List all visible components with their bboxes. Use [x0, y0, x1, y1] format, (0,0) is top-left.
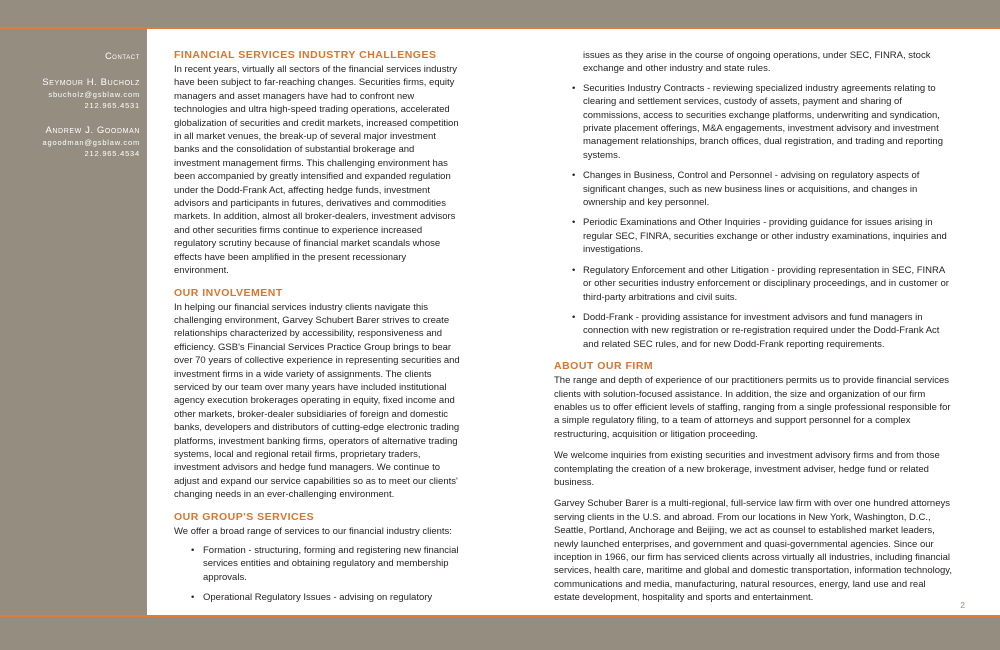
service-item: • Regulatory Enforcement and other Litigation - providing representation in SEC, FINRA or other securities industry enforcement or disciplinary proceedings, and in customer or third-party arbitrations and civil suits.: [554, 264, 952, 304]
about-heading: ABOUT OUR FIRM: [554, 360, 654, 373]
contact-email[interactable]: sbucholz@gsblaw.com: [48, 90, 140, 99]
involvement-heading: OUR INVOLVEMENT: [174, 286, 283, 299]
service-item: • Formation - structuring, forming and registering new financial services entities and obtaining regulatory and membership approvals.: [174, 544, 460, 584]
about-paragraph: We welcome inquiries from existing securities and investment advisory firms and from those contemplating the creation of a new brokerage, investment adviser, hedge fund or related business.: [554, 450, 940, 488]
right-column: [554, 49, 952, 605]
service-item: • Dodd-Frank - providing assistance for investment advisors and fund managers in connection with new registration or re-registration required under the Dodd-Frank Act and related SEC rules, and for new Dodd-Frank reporting requirements.: [554, 311, 952, 351]
contact-phone: 212.965.4531: [84, 101, 140, 110]
contact-phone: 212.965.4534: [84, 149, 140, 158]
page-number: 2: [960, 600, 965, 610]
about-paragraph: The range and depth of experience of our practitioners permits us to provide financial services clients with solution-focused assistance. In addition, the size and organization of our firm enables us to offer efficient levels of staffing, ranging from a single professional responsible for a simple regulatory filing, to a team of attorneys and support personnel for a complex restructuring, acquisition or litigation proceeding.: [554, 375, 951, 440]
contact-heading: Contact: [105, 51, 140, 61]
services-list-continued: [554, 82, 952, 351]
bottom-band: [0, 617, 1000, 650]
service-item: • Periodic Examinations and Other Inquiries - providing guidance for issues arising in regular SEC, FINRA, securities exchange or other industry examinations, inquiries and investigations.: [554, 216, 952, 256]
document-page: [147, 29, 1000, 615]
contact-sidebar: [0, 29, 147, 615]
contact-card: [0, 124, 140, 159]
services-intro: We offer a broad range of services to our financial industry clients:: [174, 525, 452, 537]
about-paragraph: Garvey Schuber Barer is a multi-regional, full-service law firm with over one hundred attorneys serving clients in the U.S. and abroad. From our locations in New York, Washington, D.C., Seattle, Portland, Anchorage and Beijing, we act as counsel to established market leaders, newly launched enterprises, and government and quasi-governmental agencies. Since our inception in 1966, our firm has serviced clients across virtually all industries, including financial services, health care, maritime and global and domestic transportation, information technology, communications and media, manufacturing, natural resources, energy, land use and real estate development, hospitality and sports and entertainment.: [554, 498, 952, 604]
service-item-continued: issues as they arise in the course of ongoing operations, under SEC, FINRA, stock exchange and other industry and state rules.: [583, 50, 931, 75]
top-band: [0, 0, 1000, 27]
services-heading: OUR GROUP'S SERVICES: [174, 510, 315, 523]
contact-card: [0, 76, 140, 111]
service-item: • Changes in Business, Control and Personnel - advising on regulatory aspects of significant changes, such as new business lines or acquisitions, and changes in ownership and key personnel.: [554, 169, 952, 209]
involvement-paragraph: In helping our financial services industry clients navigate this challenging environment, Garvey Schubert Barer strives to create relationships characterized by accessibility, responsiveness and efficiency. GSB's Financial Services Practice Group brings to bear over 70 years of collective experience in representing securities and investment firms in a wide variety of assignments. The clients serviced by our team over many years have included institutional agency execution brokerages operating in equity, fixed income and other markets, broker-dealer subsidiaries of foreign and domestic banks, developers and distributors of cutting-edge electronic trading platforms, investment banking firms, operators of alternative trading systems, local and regional retail firms, proprietary traders, investment advisors and hedge fund managers. We continue to adjust and expand our service capabilities so as to meet our clients' changing needs in an ever-challenging environment.: [174, 301, 460, 501]
services-list: [174, 544, 460, 605]
contact-name: Seymour H. Bucholz: [42, 77, 140, 88]
challenges-heading: FINANCIAL SERVICES INDUSTRY CHALLENGES: [174, 49, 437, 61]
service-item: • Securities Industry Contracts - reviewing specialized industry agreements relating to clearing and settlement services, custody of assets, payment and sharing of commissions, access to securities exchange platforms, underwriting and syndication, private placement offerings, M&A engagements, investment advisory and investment management relationships, branch offices, dual registration, and trading and reporting systems.: [554, 82, 952, 162]
left-column: [174, 49, 460, 612]
challenges-paragraph: In recent years, virtually all sectors of the financial services industry have been subject to far-reaching changes. Securities firms, equity managers and asset managers have had to confront new technologies and ultra high-speed trading operations, accelerated globalization of securities and credit markets, increased competition in all market venues, the break-up of several major investment banks and the consolidation of substantial brokerage and investment management firms. This challenging environment has been accompanied by greatly intensified and expanded regulation under the Dodd-Frank Act, affecting hedge funds, investment advisors and participants in futures, derivatives and commodities markets. In addition, almost all broker-dealers, investment advisors and other securities firms continue to experience increased regulatory scrutiny because of financial market scandals whose effects have been amplified in the present recessionary environment.: [174, 64, 459, 277]
contact-email[interactable]: agoodman@gsblaw.com: [42, 138, 140, 147]
contact-name: Andrew J. Goodman: [45, 125, 140, 136]
service-item: • Operational Regulatory Issues - advising on regulatory: [174, 591, 460, 604]
